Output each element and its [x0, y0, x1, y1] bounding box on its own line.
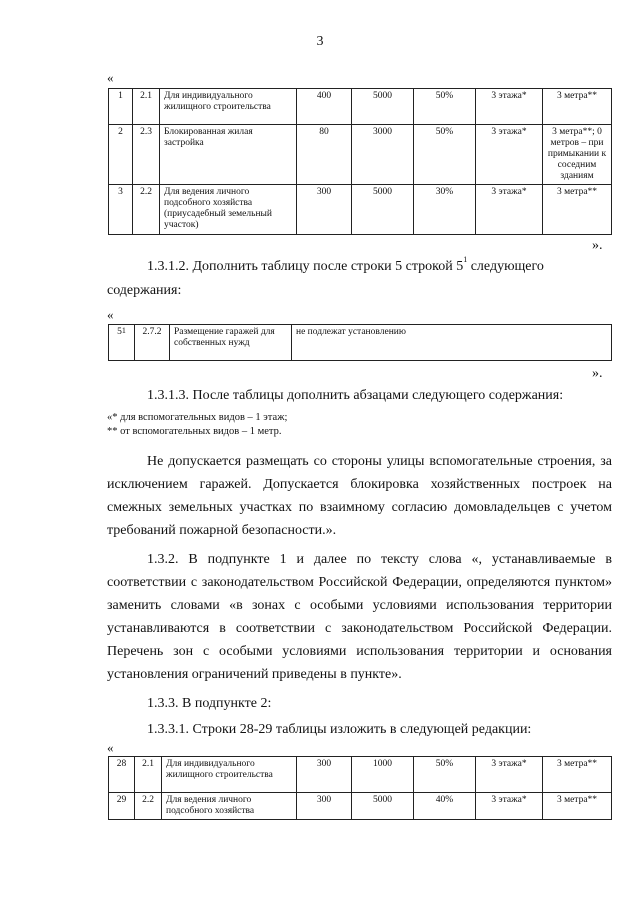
- cell-code: 2.3: [133, 125, 160, 185]
- open-quote: «: [107, 740, 114, 755]
- paragraph-1-3-1-3: 1.3.1.3. После таблицы дополнить абзацами следующего содержания:: [147, 388, 564, 403]
- cell-setback: 3 метра**: [543, 185, 612, 235]
- cell-code: 2.2: [135, 793, 162, 820]
- cell-min-area: 300: [297, 793, 352, 820]
- cell-name: Для ведения личного подсобного хозяйства (приусадебный земельный участок): [160, 185, 297, 235]
- cell-code: 2.2: [133, 185, 160, 235]
- cell-name: Блокированная жилая застройка: [160, 125, 297, 185]
- cell-percent: 50%: [414, 125, 476, 185]
- cell-name: Для индивидуального жилищного строительства: [162, 757, 297, 793]
- superscript: 1: [121, 326, 126, 335]
- cell-name: Для ведения личного подсобного хозяйства: [162, 793, 297, 820]
- close-quote: ».: [592, 366, 603, 381]
- cell-floors: 3 этажа*: [476, 125, 543, 185]
- cell-code: 2.1: [135, 757, 162, 793]
- cell-percent: 30%: [414, 185, 476, 235]
- cell-max-area: 5000: [352, 793, 414, 820]
- paragraph-1-3-2: 1.3.2. В подпункте 1 и далее по тексту слова «, устанавливаемые в соответствии с законодательством Российской Федерации, определяются пунктом» заменить словами «в зонах с особыми условиями использования территории устанавливаются в соответствии с законодательством Российской Федерации. Перечень зон с особыми условиями использования территории и основания установления ограничений приведены в пункте».: [107, 552, 612, 682]
- cell-max-area: 5000: [352, 185, 414, 235]
- cell-min-area: 300: [297, 185, 352, 235]
- cell-setback: 3 метра**: [543, 89, 612, 125]
- cell-percent: 50%: [414, 757, 476, 793]
- table-1: [108, 88, 612, 235]
- cell-name: Для индивидуального жилищного строительства: [160, 89, 297, 125]
- paragraph-1-3-1-2: [107, 256, 612, 277]
- cell-setback: 3 метра**: [543, 757, 612, 793]
- open-quote: «: [107, 307, 114, 322]
- cell-num: 29: [109, 793, 135, 820]
- close-quote: ».: [592, 238, 603, 253]
- cell-num: 28: [109, 757, 135, 793]
- para-text: 1.3.1.2. Дополнить таблицу после строки 5 строкой 5: [147, 259, 464, 274]
- table-row: [109, 185, 612, 235]
- cell-num: [109, 325, 135, 361]
- table-row: [109, 125, 612, 185]
- cell-setback: 3 метра**: [543, 793, 612, 820]
- cell-percent: 50%: [414, 89, 476, 125]
- table-row: [109, 793, 612, 820]
- open-quote: «: [107, 70, 114, 85]
- page-number: 3: [316, 34, 324, 49]
- note-2: ** от вспомогательных видов – 1 метр.: [107, 426, 282, 437]
- cell-max-area: 3000: [352, 125, 414, 185]
- superscript: 1: [463, 255, 468, 264]
- cell-num: 2: [109, 125, 133, 185]
- cell-floors: 3 этажа*: [476, 185, 543, 235]
- para-text: следующего: [467, 259, 544, 274]
- cell-max-area: 5000: [352, 89, 414, 125]
- cell-min-area: 80: [297, 125, 352, 185]
- paragraph-main: Не допускается размещать со стороны улицы вспомогательные строения, за исключением гаражей. Допускается блокировка хозяйственных построек на смежных земельных участках по взаимному согласию домовладельцев с учетом требований пожарной безопасности.».: [107, 454, 612, 538]
- cell-floors: 3 этажа*: [476, 793, 543, 820]
- cell-floors: 3 этажа*: [476, 89, 543, 125]
- cell-num: 1: [109, 89, 133, 125]
- table-row: [109, 325, 612, 361]
- cell-code: 2.1: [133, 89, 160, 125]
- paragraph-continuation: содержания:: [107, 283, 182, 298]
- paragraph-1-3-3: 1.3.3. В подпункте 2:: [147, 696, 272, 711]
- cell-num: 3: [109, 185, 133, 235]
- cell-percent: 40%: [414, 793, 476, 820]
- cell-setback: 3 метра**; 0 метров – при примыкании к соседним зданиям: [543, 125, 612, 185]
- cell-num-text: 5: [117, 327, 122, 337]
- table-row: [109, 757, 612, 793]
- cell-max-area: 1000: [352, 757, 414, 793]
- paragraph-1-3-3-1: 1.3.3.1. Строки 28-29 таблицы изложить в следующей редакции:: [147, 722, 532, 737]
- cell-min-area: 400: [297, 89, 352, 125]
- cell-name: Размещение гаражей для собственных нужд: [170, 325, 292, 361]
- table-2: [108, 324, 612, 361]
- cell-code: 2.7.2: [135, 325, 170, 361]
- note-1: «* для вспомогательных видов – 1 этаж;: [107, 412, 288, 423]
- table-3: [108, 756, 612, 820]
- cell-floors: 3 этажа*: [476, 757, 543, 793]
- cell-min-area: 300: [297, 757, 352, 793]
- cell-value: не подлежат установлению: [292, 325, 612, 361]
- table-row: [109, 89, 612, 125]
